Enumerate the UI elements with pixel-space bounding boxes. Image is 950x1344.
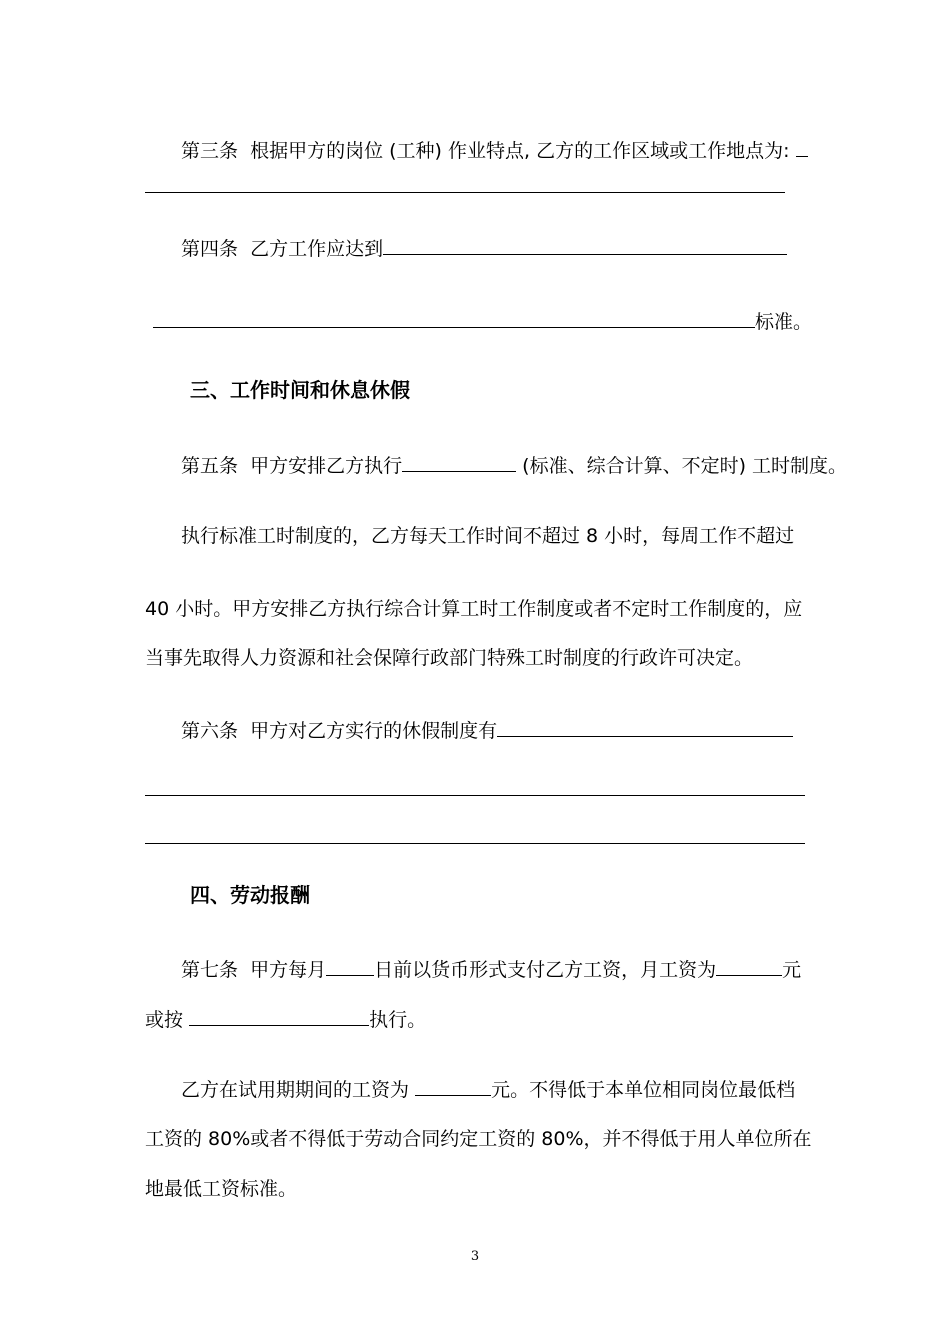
article-6-text: 甲方对乙方实行的休假制度有 — [250, 720, 498, 742]
article-7-method-blank — [189, 1007, 369, 1026]
article-4-line-1 — [181, 236, 950, 261]
article-7-day-blank — [326, 957, 374, 976]
article-6-blank — [497, 718, 793, 737]
article-3-label: 第三条 — [181, 140, 239, 162]
section-4-heading: 四、劳动报酬 — [190, 883, 310, 907]
page-number: 3 — [470, 1249, 480, 1264]
article-7-label: 第七条 — [181, 959, 239, 981]
section-3-heading: 三、工作时间和休息休假 — [190, 378, 410, 402]
standard-hours-line-1: 执行标准工时制度的，乙方每天工作时间不超过 8 小时，每周工作不超过 — [181, 525, 795, 547]
standard-hours-line-2: 40 小时。甲方安排乙方执行综合计算工时工作制度或者不定时工作制度的，应 — [145, 598, 803, 620]
article-7-text-a: 甲方每月 — [250, 959, 327, 981]
article-3-blank — [796, 138, 808, 157]
article-5-line — [181, 453, 950, 478]
article-5-blank — [402, 453, 516, 472]
article-6-line — [181, 718, 950, 743]
article-7-line-1 — [181, 957, 950, 982]
article-5-label: 第五条 — [181, 455, 239, 477]
probation-line-1 — [181, 1077, 950, 1102]
article-6-label: 第六条 — [181, 720, 239, 742]
article-5-text: 甲方安排乙方执行 — [250, 455, 403, 477]
article-3-fill-line — [145, 192, 785, 193]
article-3-text: 根据甲方的岗位 (工种) 作业特点, 乙方的工作区域或工作地点为: — [250, 140, 790, 162]
article-5-after: (标准、综合计算、不定时) 工时制度。 — [522, 455, 848, 477]
article-4-line-2 — [153, 309, 950, 334]
article-7-text-b: 日前以货币形式支付乙方工资，月工资为 — [374, 959, 717, 981]
probation-line-3: 地最低工资标准。 — [145, 1178, 298, 1200]
article-4-suffix: 标准。 — [755, 311, 813, 333]
article-4-text: 乙方工作应达到 — [250, 238, 384, 260]
article-4-blank-2 — [153, 309, 755, 328]
article-7-text-c: 元 — [782, 959, 802, 981]
article-4-label: 第四条 — [181, 238, 239, 260]
probation-text-b: 元。不得低于本单位相同岗位最低档 — [491, 1079, 796, 1101]
probation-line-2: 工资的 80%或者不得低于劳动合同约定工资的 80%，并不得低于用人单位所在 — [145, 1128, 812, 1150]
article-6-fill-line-1 — [145, 795, 805, 796]
article-6-fill-line-2 — [145, 843, 805, 844]
standard-hours-line-3: 当事先取得人力资源和社会保障行政部门特殊工时制度的行政许可决定。 — [145, 647, 754, 669]
article-7-line2-b: 执行。 — [369, 1009, 427, 1031]
article-7-line2-a: 或按 — [145, 1009, 184, 1031]
probation-text-a: 乙方在试用期期间的工资为 — [181, 1079, 410, 1101]
article-3-line-1 — [181, 138, 950, 163]
article-7-salary-blank — [716, 957, 782, 976]
article-4-blank — [383, 236, 787, 255]
article-7-line-2 — [145, 1007, 950, 1032]
probation-salary-blank — [415, 1077, 491, 1096]
